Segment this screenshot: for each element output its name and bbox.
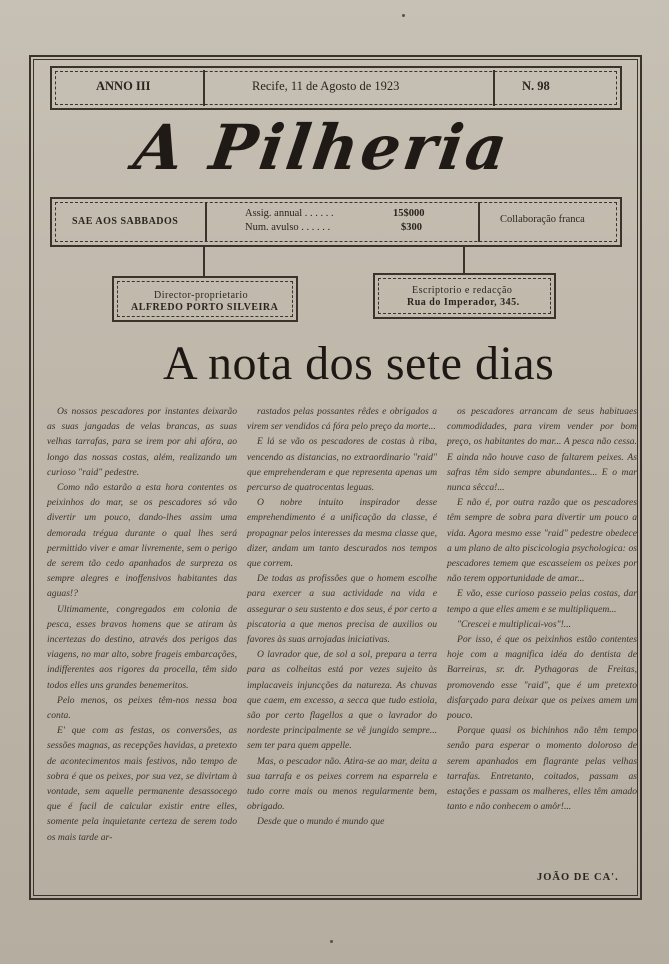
subscription-label: Assig. annual . . . . . .	[245, 208, 334, 219]
single-issue-label: Num. avulso . . . . . .	[245, 222, 331, 233]
paragraph: De todas as profissões que o homem escolhe para exercer a sua actividade na vida e assegurar o seu sustento e dos seus, é por certo a piscatoria a que menos precisa de auxilios ou favores às suas arrojadas iniciativas.	[247, 573, 437, 646]
article-column-1	[47, 404, 237, 845]
subscription-price: 15$000	[393, 208, 425, 219]
article-column-3	[447, 404, 637, 814]
director-label: Director-proprietario	[154, 290, 249, 301]
header-divider	[203, 70, 205, 106]
connector-line	[203, 247, 205, 277]
paper-speck	[402, 14, 405, 17]
director-name: ALFREDO PORTO SILVEIRA	[131, 302, 279, 313]
paragraph: E não é, por outra razão que os pescadores têm sempre de sobra para divertir um pouco a vida. Agora mesmo esse "raid" pedestre obedece a um plano de alto piscicologia psychologica: os pescadores temem que escasseiem os peixes por não terem opportunidade de amar...	[447, 497, 637, 585]
paragraph: E lá se vão os pescadores de costas à riba, vencendo as distancias, no extraordinario "raid" que emprehenderam e que representa apenas um percurso de quatrocentas leguas.	[247, 436, 437, 494]
article-headline: A nota dos sete dias	[163, 337, 555, 390]
dateline: Recife, 11 de Agosto de 1923	[252, 79, 400, 93]
paragraph: Como não estarão a esta hora contentes os peixinhos do mar, se os pescadores só vão divertir um pouco, dando-lhes assim uma demorada trégua durante o qual lhes será permittido viver e amar livremente, sem o perigo de serem tão cedo apanhados de surpreza os sempre alegres e inoffensivos habitantes das aguas!?	[47, 482, 237, 600]
article-column-2	[247, 404, 437, 830]
office-box	[373, 273, 556, 319]
office-label: Escriptorio e redacção	[412, 285, 513, 296]
article-signature: JOÃO DE CA'.	[537, 872, 619, 883]
paragraph: Ultimamente, congregados em colonia de pesca, esses bravos homens que se atiram às incertezas do destino, através dos perigos das viagens, no mar alto, sobre frageis embarcações, indifferentes aos rigores da procella, têm sido todos elles uns grandes benemeritos.	[47, 603, 237, 691]
header-divider	[493, 70, 495, 106]
paragraph: Mas, o pescador não. Atira-se ao mar, deita a sua tarrafa e os peixes correm na esparrela e tudo corre mais ou menos regularmente bem, obrigado.	[247, 755, 437, 813]
paragraph: O nobre intuito inspirador desse emprehendimento é a unificação da classe, é propagnar pelos interesses da mesma classe que, dizer, andam um tanto descurados nos tempos que correm.	[247, 497, 437, 570]
paragraph: Pelo menos, os peixes têm-nos nessa boa conta.	[47, 694, 237, 722]
paragraph: O lavrador que, de sol a sol, prepara a terra para as colheitas está por vezes sujeito às implacaveis injuncções da natureza. As chuvas que caem, em excesso, a secca que tudo estiola, são por certo flagellos a que o lavrador do nordeste principalmente se vê jungido sempre... sem ter para quem appelle.	[247, 649, 437, 752]
connector-line	[463, 247, 465, 274]
paragraph: Os nossos pescadores por instantes deixarão as suas jangadas de velas brancas, as suas velhas tarrafas, para se irem por ahi afóra, ao longo das nossas costas, além, realizando um curioso "raid" pedestre.	[47, 406, 237, 478]
paragraph: Desde que o mundo é mundo que	[257, 816, 385, 828]
paragraph: E' que com as festas, os conversões, as sessões magnas, as recepções havidas, a pretexto de acontecimentos mais festivos, não tempo de sobra é que os peixes, por sua vez, se divirtam à vontade, sem aquelle permanente desassocego que é facil de calcular existir entre elles, somente pela inquietante certeza de serem todo os mais tarde ar-	[47, 725, 237, 843]
paragraph: Por isso, é que os peixinhos estão contentes hoje com a magnifica idéa do dentista de Barreiras, sr. dr. Pythagoras de Freitas, promovendo esse "raid", que é um pretexto disfarçado para deixar que os peixes amem um pouco.	[447, 634, 637, 722]
publication-day: SAE AOS SABBADOS	[72, 216, 179, 227]
paragraph: rastados pelas possantes rêdes e obrigados a virem ser vendidos cá fóra pelo preço da morte...	[247, 406, 437, 433]
paragraph: Porque quasi os bichinhos não têm tempo senão para esperar o momento doloroso de serem apanhados em flagrante pelas velhas tarrafas. Entretanto, coitados, passam as estações e passam os malheres, elles têm amado tanto e não conhecem o amôr!...	[447, 725, 637, 813]
collaboration-note: Collaboração franca	[500, 214, 585, 225]
masthead-title: A Pilheria	[129, 111, 515, 184]
paragraph: E vão, esse curioso passeio pelas costas, dar tempo a que elles amem e se multipliquem...	[447, 588, 637, 615]
paragraph: os pescadores arrancam de seus habituaes commodidades, para virem vender por bom preço, os habitantes do mar... A pesca não cessa. E ainda não houve caso de faltarem peixes. As safras têm sido sempre abundantes... E o mar nunca sêcca!...	[447, 406, 637, 494]
paper-speck	[330, 940, 333, 943]
single-issue-price: $300	[401, 222, 422, 233]
info-divider	[478, 202, 480, 242]
info-divider	[205, 202, 207, 242]
issue-year: ANNO III	[96, 79, 151, 93]
issue-number: N. 98	[522, 79, 550, 93]
paragraph: "Crescei e multiplicai-vos"!...	[457, 618, 572, 630]
office-address: Rua do Imperador, 345.	[407, 297, 520, 308]
